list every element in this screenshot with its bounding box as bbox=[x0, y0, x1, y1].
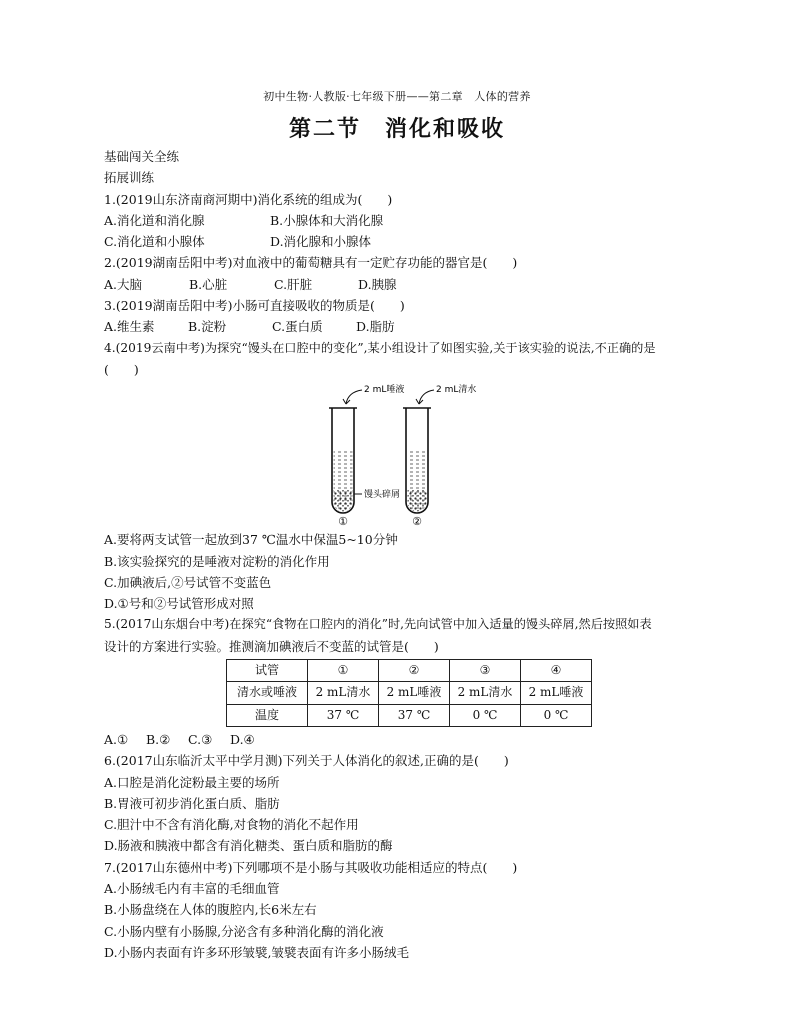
table-cell: 0 ℃ bbox=[521, 704, 592, 726]
option-a: A.维生素 bbox=[104, 319, 155, 335]
table-cell: 2 mL唾液 bbox=[379, 682, 450, 704]
table-row bbox=[227, 682, 592, 704]
label-saliva: 2 mL唾液 bbox=[364, 385, 405, 396]
option-c: C.消化道和小腺体 bbox=[104, 234, 205, 250]
tube-2-label: ② bbox=[412, 515, 422, 528]
table-cell: 2 mL清水 bbox=[450, 682, 521, 704]
table-cell: 37 ℃ bbox=[308, 704, 379, 726]
option-a: A.小肠绒毛内有丰富的毛细血管 bbox=[104, 881, 280, 897]
option-d: D.消化腺和小腺体 bbox=[270, 234, 372, 250]
question-2-options bbox=[104, 274, 704, 295]
option-c: C.胆汁中不含有消化酶,对食物的消化不起作用 bbox=[104, 817, 359, 833]
option-b: B.② bbox=[146, 731, 171, 747]
option-a: A.① bbox=[104, 731, 129, 747]
section-heading: 拓展训练 bbox=[104, 170, 155, 186]
test-tubes-illustration bbox=[104, 382, 704, 527]
option-c: C.蛋白质 bbox=[272, 319, 323, 335]
table-cell: 2 mL唾液 bbox=[521, 682, 592, 704]
label-water: 2 mL清水 bbox=[436, 385, 477, 396]
page-header: 初中生物·人教版·七年级下册——第二章 人体的营养 bbox=[263, 90, 531, 103]
table-cell: 0 ℃ bbox=[450, 704, 521, 726]
table-cell: 试管 bbox=[227, 660, 308, 682]
question-1-options bbox=[104, 231, 704, 252]
option-c: C.小肠内壁有小肠腺,分泌含有多种消化酶的消化液 bbox=[104, 923, 384, 939]
option-d: D.脂肪 bbox=[356, 319, 395, 335]
table-cell: ① bbox=[308, 660, 379, 682]
option-d: D.肠液和胰液中都含有消化糖类、蛋白质和脂肪的酶 bbox=[104, 838, 393, 854]
option-a: A.口腔是消化淀粉最主要的场所 bbox=[104, 774, 280, 790]
label-bread-crumbs: 馒头碎屑 bbox=[364, 490, 401, 501]
question-2-stem: 2.(2019湖南岳阳中考)对血液中的葡萄糖具有一定贮存功能的器官是( ) bbox=[104, 255, 518, 271]
option-a: A.消化道和消化腺 bbox=[104, 212, 205, 228]
tube-1-label: ① bbox=[338, 515, 348, 528]
question-3-stem: 3.(2019湖南岳阳中考)小肠可直接吸收的物质是( ) bbox=[104, 298, 405, 314]
test-tube-figure bbox=[104, 382, 704, 527]
option-c: C.肝脏 bbox=[274, 276, 313, 292]
option-d: D.胰腺 bbox=[358, 276, 397, 292]
table-cell: 温度 bbox=[227, 704, 308, 726]
question-6-stem: 6.(2017山东临沂太平中学月测)下列关于人体消化的叙述,正确的是( ) bbox=[104, 753, 509, 769]
table-cell: 37 ℃ bbox=[379, 704, 450, 726]
option-b: B.胃液可初步消化蛋白质、脂肪 bbox=[104, 795, 280, 811]
table-cell: 清水或唾液 bbox=[227, 682, 308, 704]
question-5-stem: 5.(2017山东烟台中考)在探究“食物在口腔内的消化”时,先向试管中加入适量的馒头碎屑,然后按照如表 bbox=[104, 617, 652, 632]
question-4-stem: 4.(2019云南中考)为探究“馒头在口腔中的变化”,某小组设计了如图实验,关于该实验的说法,不正确的是 bbox=[104, 340, 656, 355]
option-b: B.心脏 bbox=[189, 276, 228, 292]
section-heading: 基础闯关全练 bbox=[104, 149, 180, 164]
table-cell: ④ bbox=[521, 660, 592, 682]
table-cell: ② bbox=[379, 660, 450, 682]
tube-1 bbox=[329, 408, 357, 513]
question-3-options bbox=[104, 316, 704, 337]
question-1-stem: 1.(2019山东济南商河期中)消化系统的组成为( ) bbox=[104, 191, 393, 207]
option-a: A.大脑 bbox=[104, 276, 143, 292]
table-row bbox=[227, 660, 592, 682]
experiment-table bbox=[226, 659, 592, 727]
option-b: B.小腺体和大消化腺 bbox=[270, 212, 384, 228]
table-cell: ③ bbox=[450, 660, 521, 682]
table-row bbox=[227, 704, 592, 726]
page-title: 第二节 消化和吸收 bbox=[288, 116, 505, 142]
question-1-options bbox=[104, 210, 704, 231]
option-b: B.淀粉 bbox=[188, 319, 227, 335]
option-d: D.小肠内表面有许多环形皱襞,皱襞表面有许多小肠绒毛 bbox=[104, 944, 410, 960]
tube-2 bbox=[403, 408, 431, 513]
option-d: D.④ bbox=[230, 731, 255, 747]
question-5-options bbox=[104, 729, 704, 750]
option-b: B.该实验探究的是唾液对淀粉的消化作用 bbox=[104, 553, 330, 569]
option-a: A.要将两支试管一起放到37 ℃温水中保温5~10分钟 bbox=[104, 532, 398, 548]
option-c: C.③ bbox=[188, 731, 213, 747]
option-b: B.小肠盘绕在人体的腹腔内,长6米左右 bbox=[104, 902, 317, 918]
question-4-stem-cont: ( ) bbox=[104, 361, 139, 377]
document-body bbox=[104, 146, 704, 963]
question-7-stem: 7.(2017山东德州中考)下列哪项不是小肠与其吸收功能相适应的特点( ) bbox=[104, 859, 518, 875]
option-d: D.①号和②号试管形成对照 bbox=[104, 596, 254, 612]
table-cell: 2 mL清水 bbox=[308, 682, 379, 704]
option-c: C.加碘液后,②号试管不变蓝色 bbox=[104, 574, 272, 590]
question-5-stem-cont: 设计的方案进行实验。推测滴加碘液后不变蓝的试管是( ) bbox=[104, 638, 439, 654]
